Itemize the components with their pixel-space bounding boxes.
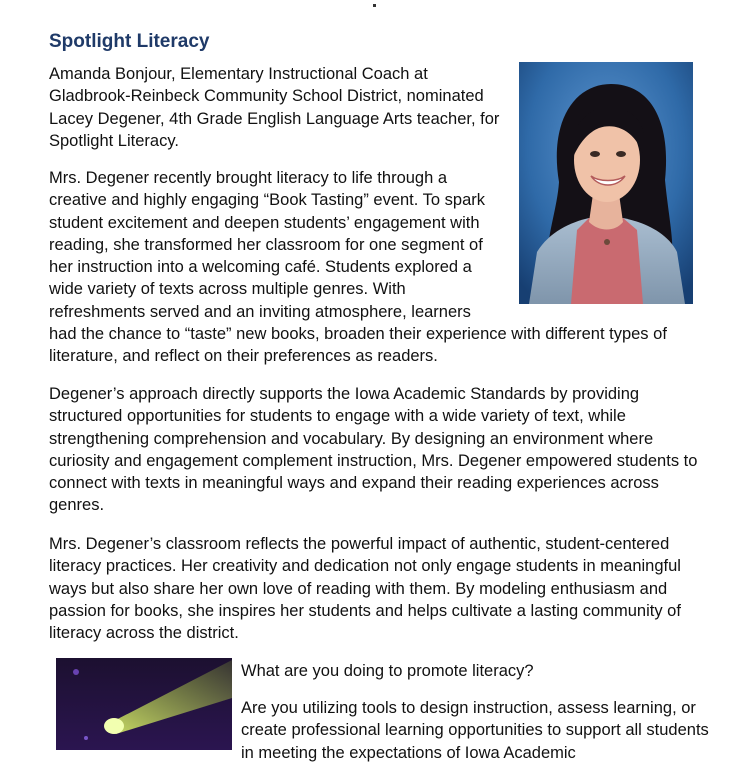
- standards-paragraph: Degener’s approach directly supports the Iowa Academic Standards by providing structured opportunities for students to engage with a wide variety of text, while strengthening comprehension and vocabulary. By designing an environment where curiosity and engagement complement instruction, Mrs. Degener empowered students to connect with texts in meaningful ways and expand their reading experiences across genres.: [49, 385, 698, 515]
- nomination-paragraph: Amanda Bonjour, Elementary Instructional Coach at Gladbrook-Reinbeck Community School District, nominated Lacey Degener, 4th Grade English Language Arts teacher, for Spotlight Literacy.: [49, 65, 500, 150]
- page-title: Spotlight Literacy: [49, 31, 210, 52]
- book-tasting-paragraph-end: had the chance to “taste” new books, broaden their experience with different types of literature, and reflect on their preferences as readers.: [49, 325, 667, 366]
- page-mark: [373, 4, 376, 7]
- tools-question-paragraph: Are you utilizing tools to design instruction, assess learning, or create professional learning opportunities to support all students in meeting the expectations of Iowa Academic: [241, 699, 709, 762]
- spotlight-photo: [56, 658, 232, 750]
- book-tasting-paragraph-line: refreshments served and an inviting atmosphere, learners: [49, 303, 471, 321]
- impact-paragraph: Mrs. Degener’s classroom reflects the powerful impact of authentic, student-centered literacy practices. Her creativity and dedication not only engage students in meaningful ways but also share her own love of reading with them. By modeling enthusiasm and passion for books, she inspires her students and helps cultivate a lasting community of literacy across the district.: [49, 535, 681, 643]
- promote-literacy-question: What are you doing to promote literacy?: [241, 662, 534, 680]
- book-tasting-paragraph: Mrs. Degener recently brought literacy to life through a creative and highly engaging “Book Tasting” event. To spark student excitement and deepen students’ engagement with reading, she transformed her classroom for one segment of her instruction into a welcoming café. Students explored a wide variety of texts across multiple genres. With: [49, 169, 485, 299]
- teacher-portrait-photo: [519, 62, 693, 304]
